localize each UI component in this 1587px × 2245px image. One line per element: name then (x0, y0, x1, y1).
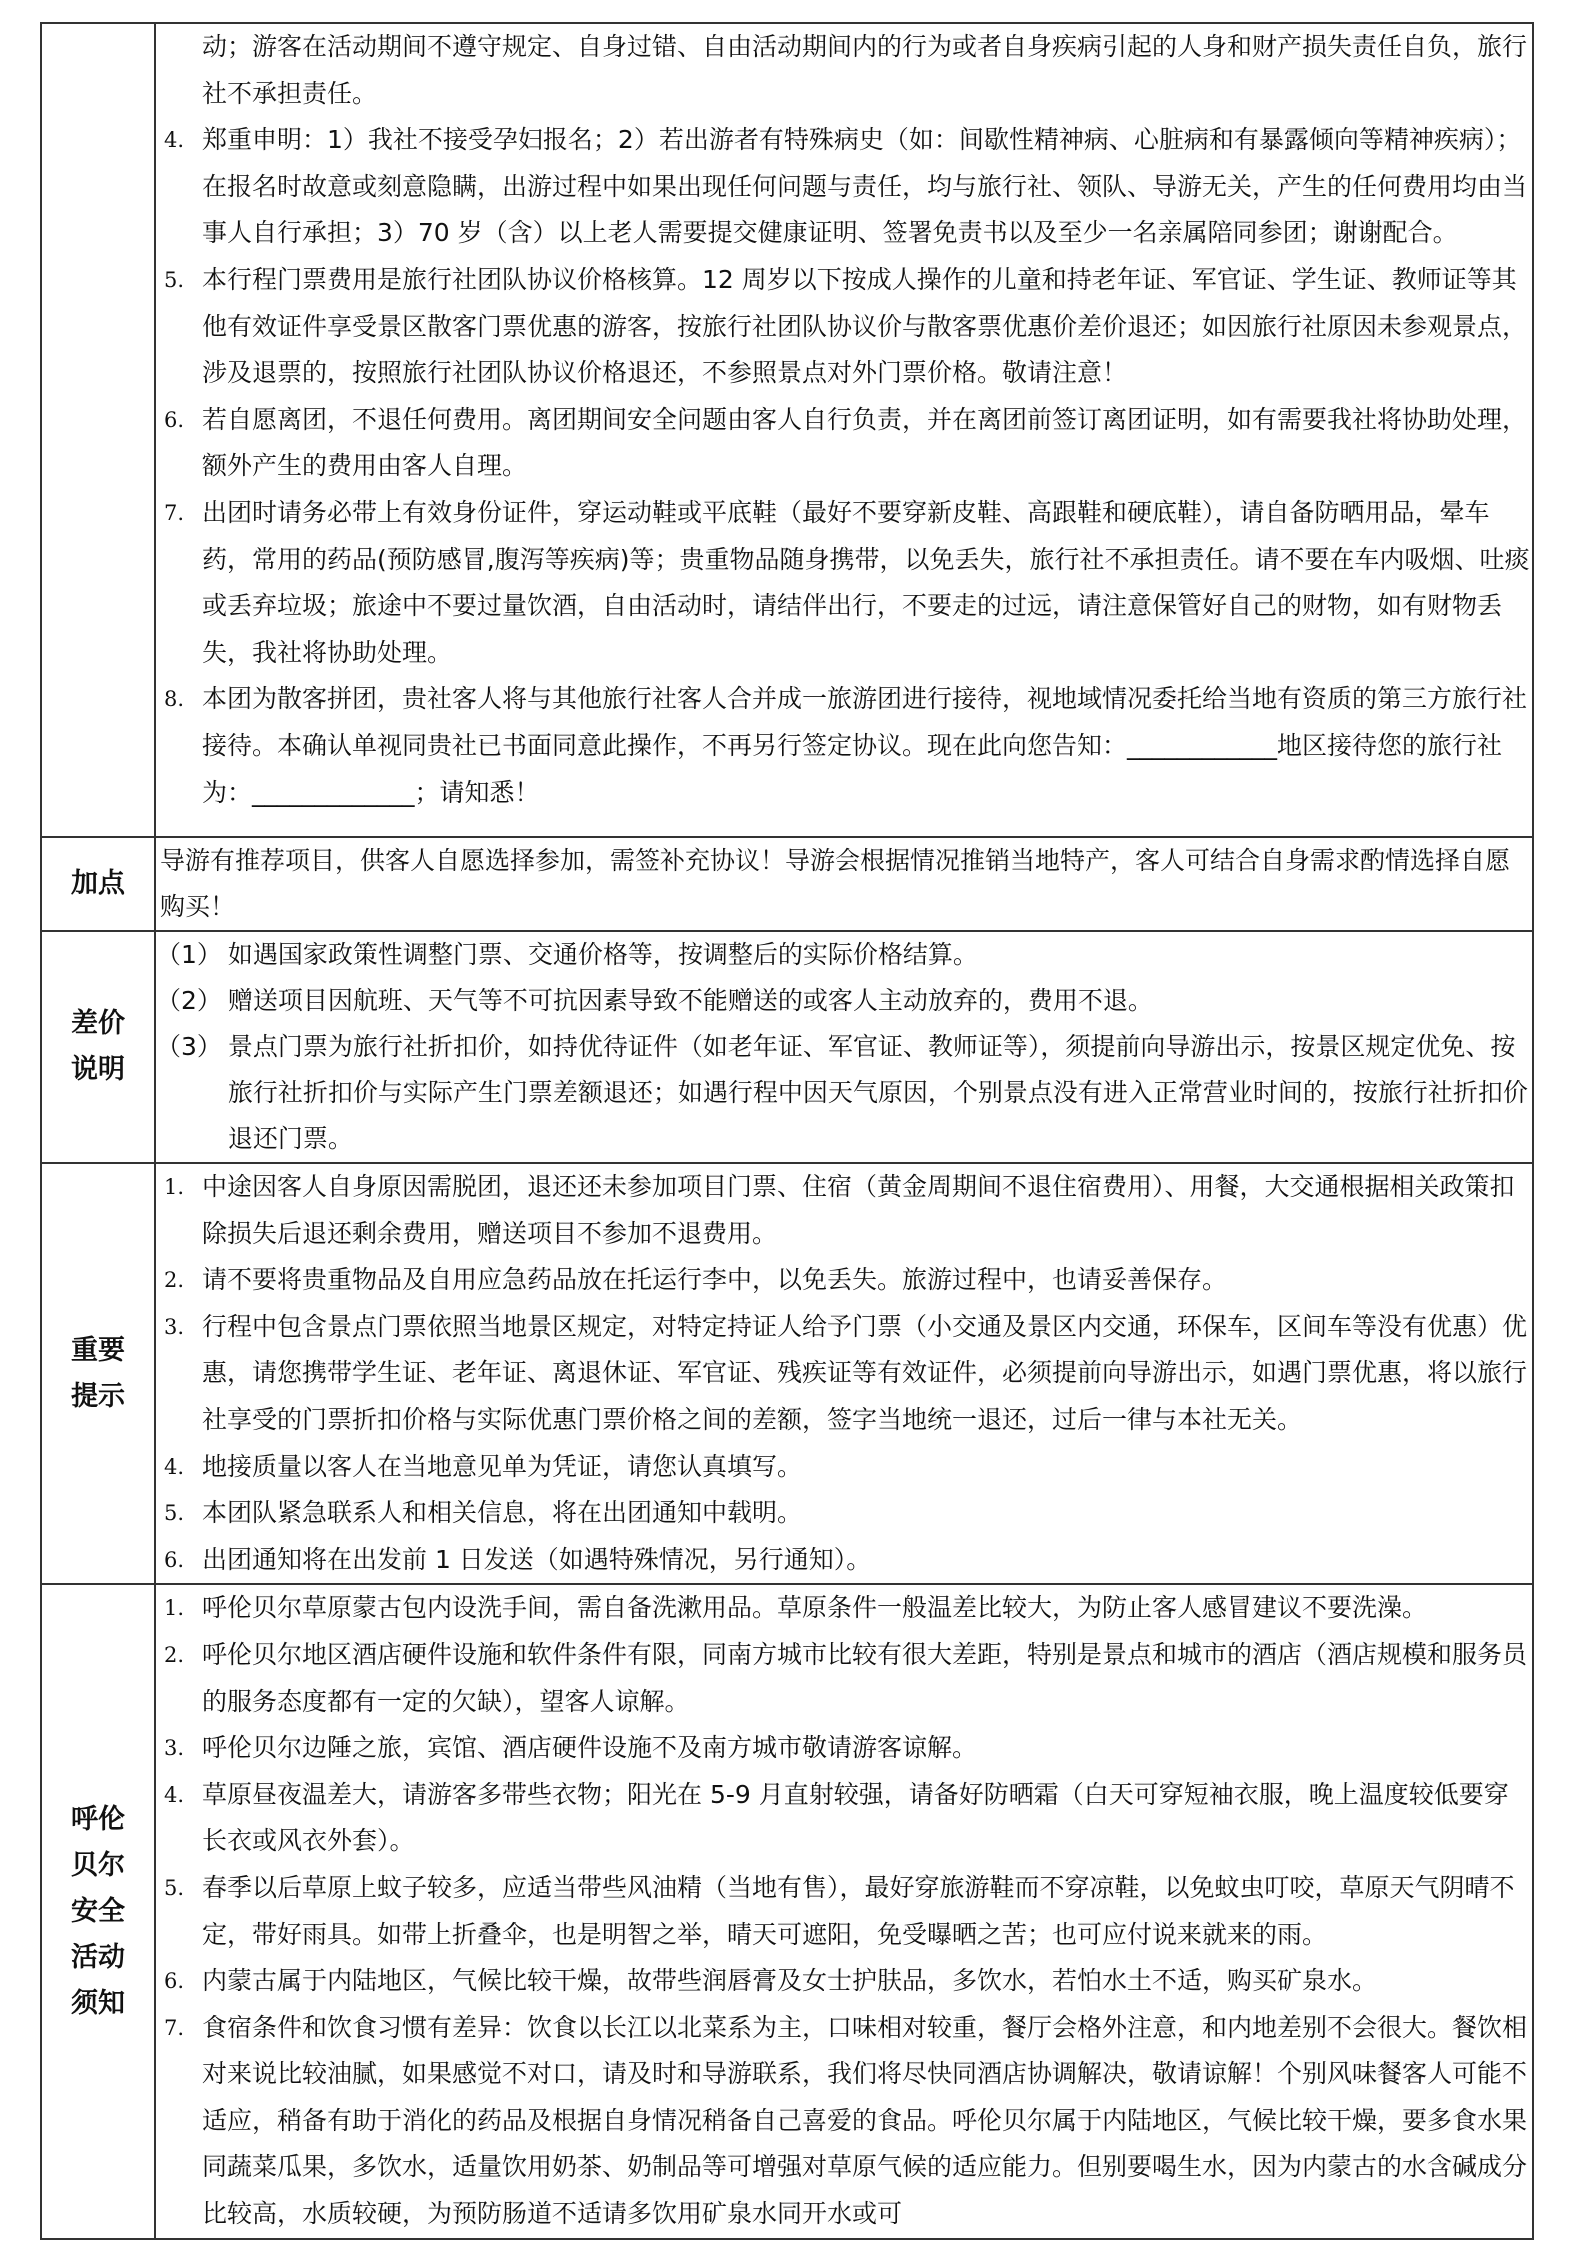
list-item (156, 1444, 1532, 1491)
jiadian-text: 导游有推荐项目，供客人自愿选择参加，需签补充协议！导游会根据情况推销当地特产，客人可结合自身需求酌情选择自愿购买！ (160, 846, 1511, 921)
list-item (156, 1865, 1532, 1958)
label-cell-empty (41, 23, 155, 837)
list-item (156, 1304, 1532, 1444)
item-number: 5. (164, 1875, 185, 1900)
item-text: 呼伦贝尔地区酒店硬件设施和软件条件有限，同南方城市比较有很大差距，特别是景点和城市的酒店（酒店规模和服务员的服务态度都有一定的欠缺），望客人谅解。 (202, 1639, 1528, 1716)
item-text: 本团为散客拼团，贵社客人将与其他旅行社客人合并成一旅游团进行接待，视地域情况委托给当地有资质的第三方旅行社接待。本确认单视同贵社已书面同意此操作，不再另行签定协议。现在此向您告知：____________地区接待您的旅行社为：_____________；请知悉！ (202, 684, 1528, 807)
item-number: 1. (164, 1175, 185, 1199)
item-text: 春季以后草原上蚊子较多，应适当带些风油精（当地有售），最好穿旅游鞋而不穿凉鞋，以免蚊虫叮咬，草原天气阴晴不定，带好雨具。如带上折叠伞，也是明智之举，晴天可遮阳，免受曝晒之苦；也可应付说来就来的雨。 (202, 1872, 1515, 1949)
hulunbeier-content (155, 1584, 1533, 2238)
list-item (156, 117, 1532, 257)
item-text: 行程中包含景点门票依照当地景区规定，对特定持证人给予门票（小交通及景区内交通，环保车，区间车等没有优惠）优惠，请您携带学生证、老年证、离退休证、军官证、残疾证等有效证件，必须提前向导游出示，如遇门票优惠，将以旅行社享受的门票折扣价格与实际优惠门票价格之间的差额，签字当地统一退还，过后一律与本社无关。 (202, 1311, 1528, 1434)
item-number: 2. (164, 1268, 185, 1293)
list-item (156, 1585, 1532, 1632)
item-text: 郑重申明：1）我社不接受孕妇报名；2）若出游者有特殊病史（如：间歇性精神病、心脏病和有暴露倾向等精神疾病）；在报名时故意或刻意隐瞒，出游过程中如果出现任何问题与责任，均与旅行社、领队、导游无关，产生的任何费用均由当事人自行承担；3）70 岁（含）以上老人需要提交健康证明、签署免责书以及至少一名亲属陪同参团；谢谢配合。 (202, 125, 1528, 248)
row-continued (41, 23, 1533, 837)
item-number: 3. (164, 1736, 185, 1761)
row-jiadian (41, 837, 1533, 931)
section-label-chajia (41, 931, 155, 1163)
item-number: 6. (164, 1969, 185, 1994)
item-number (156, 24, 202, 117)
chajia-content (155, 931, 1533, 1163)
item-text: 中途因客人自身原因需脱团，退还还未参加项目门票、住宿（黄金周期间不退住宿费用）、用餐，大交通根据相关政策扣除损失后退还剩余费用，赠送项目不参加不退费用。 (202, 1172, 1515, 1248)
notice-table (40, 22, 1534, 2240)
item-number: 7. (164, 2015, 185, 2040)
section-label-jiadian (41, 837, 155, 931)
item-number: 8. (164, 687, 185, 712)
list-item (156, 932, 1532, 978)
item-number: 4. (164, 128, 185, 153)
section-label-zhongyao (41, 1163, 155, 1584)
item-text: 请不要将贵重物品及自用应急药品放在托运行李中，以免丢失。旅游过程中，也请妥善保存。 (202, 1265, 1228, 1295)
label-line: 安全 (71, 1895, 125, 1927)
label-line: 差价 (71, 1008, 125, 1039)
section-label-hulunbeier (41, 1584, 155, 2238)
list-item (156, 1537, 1532, 1584)
item-number: 4. (164, 1782, 185, 1807)
label-line: 须知 (71, 1987, 125, 2019)
label-line: 呼伦 (71, 1803, 125, 1835)
item-text: 内蒙古属于内陆地区，气候比较干燥，故带些润唇膏及女士护肤品，多饮水，若怕水土不适，购买矿泉水。 (202, 1966, 1378, 1996)
row-zhongyao (41, 1163, 1533, 1584)
label-line: 重要 (71, 1334, 125, 1366)
row-chajia (41, 931, 1533, 1163)
list-item (156, 1632, 1532, 1725)
jiadian-content (155, 837, 1533, 931)
item-text: 景点门票为旅行社折扣价，如持优待证件（如老年证、军官证、教师证等），须提前向导游出示，按景区规定优免、按旅行社折扣价与实际产生门票差额退还；如遇行程中因天气原因，个别景点没有进入正常营业时间的，按旅行社折扣价退还门票。 (227, 1032, 1528, 1153)
label-line: 提示 (71, 1380, 125, 1412)
list-item (156, 1772, 1532, 1865)
item-text: 如遇国家政策性调整门票、交通价格等，按调整后的实际价格结算。 (227, 940, 978, 969)
item-number: 5. (164, 267, 185, 292)
item-text: 出团通知将在出发前 1 日发送（如遇特殊情况，另行通知）。 (202, 1544, 872, 1574)
label-line: 贝尔 (71, 1849, 125, 1881)
item-text: 食宿条件和饮食习惯有差异：饮食以长江以北菜系为主，口味相对较重，餐厅会格外注意，和内地差别不会很大。餐饮相对来说比较油腻，如果感觉不对口，请及时和导游联系，我们将尽快同酒店协调解决，敬请谅解！个别风味餐客人可能不适应，稍备有助于消化的药品及根据自身情况稍备自己喜爱的食品。呼伦贝尔属于内陆地区，气候比较干燥，要多食水果同蔬菜瓜果，多饮水，适量饮用奶茶、奶制品等可增强对草原气候的适应能力。但别要喝生水，因为内蒙古的水含碱成分比较高，水质较硬，为预防肠道不适请多饮用矿泉水同开水或可 (202, 2012, 1528, 2229)
item-number: （3） (156, 1032, 222, 1061)
continued-notes (155, 23, 1533, 837)
item-text: 若自愿离团，不退任何费用。离团期间安全问题由客人自行负责，并在离团前签订离团证明，如有需要我社将协助处理，额外产生的费用由客人自理。 (202, 404, 1528, 481)
list-item (156, 257, 1532, 397)
item-text: 呼伦贝尔边陲之旅，宾馆、酒店硬件设施不及南方城市敬请游客谅解。 (202, 1733, 978, 1763)
row-hulunbeier (41, 1584, 1533, 2238)
list-item (156, 1164, 1532, 1257)
item-number: （2） (156, 986, 222, 1015)
list-item (156, 1490, 1532, 1537)
list-item (156, 676, 1532, 816)
item-number: 4. (164, 1454, 185, 1479)
label-line: 说明 (71, 1054, 125, 1085)
item-number: （1） (156, 940, 222, 969)
item-text: 动；游客在活动期间不遵守规定、自身过错、自由活动期间内的行为或者自身疾病引起的人身和财产损失责任自负，旅行社不承担责任。 (202, 32, 1528, 108)
list-item (156, 1725, 1532, 1772)
item-text: 赠送项目因航班、天气等不可抗因素导致不能赠送的或客人主动放弃的，费用不退。 (227, 986, 1153, 1015)
item-text: 草原昼夜温差大，请游客多带些衣物；阳光在 5-9 月直射较强，请备好防晒霜（白天可穿短袖衣服，晚上温度较低要穿长衣或风衣外套）。 (202, 1779, 1509, 1856)
label-line: 加点 (71, 868, 125, 899)
item-text: 本行程门票费用是旅行社团队协议价格核算。12 周岁以下按成人操作的儿童和持老年证、军官证、学生证、教师证等其他有效证件享受景区散客门票优惠的游客，按旅行社团队协议价与散客票优惠价差价退还；如因旅行社原因未参观景点，涉及退票的，按照旅行社团队协议价格退还，不参照景点对外门票价格。敬请注意！ (202, 264, 1528, 388)
item-number: 6. (164, 1547, 185, 1572)
list-item (156, 978, 1532, 1024)
item-number: 2. (164, 1642, 185, 1667)
item-number: 1. (164, 1596, 185, 1621)
list-item (156, 2005, 1532, 2238)
list-item (156, 397, 1532, 490)
label-line: 活动 (71, 1941, 125, 1973)
item-number: 5. (164, 1501, 185, 1526)
list-item (156, 1958, 1532, 2005)
item-text: 本团队紧急联系人和相关信息，将在出团通知中载明。 (202, 1498, 803, 1528)
item-text: 地接质量以客人在当地意见单为凭证，请您认真填写。 (202, 1451, 803, 1481)
list-item (156, 1257, 1532, 1304)
item-number: 7. (164, 500, 185, 525)
item-number: 6. (164, 407, 185, 432)
item-number: 3. (164, 1314, 185, 1339)
item-text: 呼伦贝尔草原蒙古包内设洗手间，需自备洗漱用品。草原条件一般温差比较大，为防止客人感冒建议不要洗澡。 (202, 1593, 1428, 1623)
list-item (156, 24, 1532, 117)
list-item (156, 490, 1532, 676)
item-text: 出团时请务必带上有效身份证件，穿运动鞋或平底鞋（最好不要穿新皮鞋、高跟鞋和硬底鞋），请自备防晒用品，晕车药，常用的药品(预防感冒,腹泻等疾病)等；贵重物品随身携带，以免丢失，旅行社不承担责任。请不要在车内吸烟、吐痰或丢弃垃圾；旅途中不要过量饮酒，自由活动时，请结伴出行，不要走的过远，请注意保管好自己的财物，如有财物丢失，我社将协助处理。 (202, 497, 1530, 667)
zhongyao-content (155, 1163, 1533, 1584)
list-item (156, 1024, 1532, 1162)
